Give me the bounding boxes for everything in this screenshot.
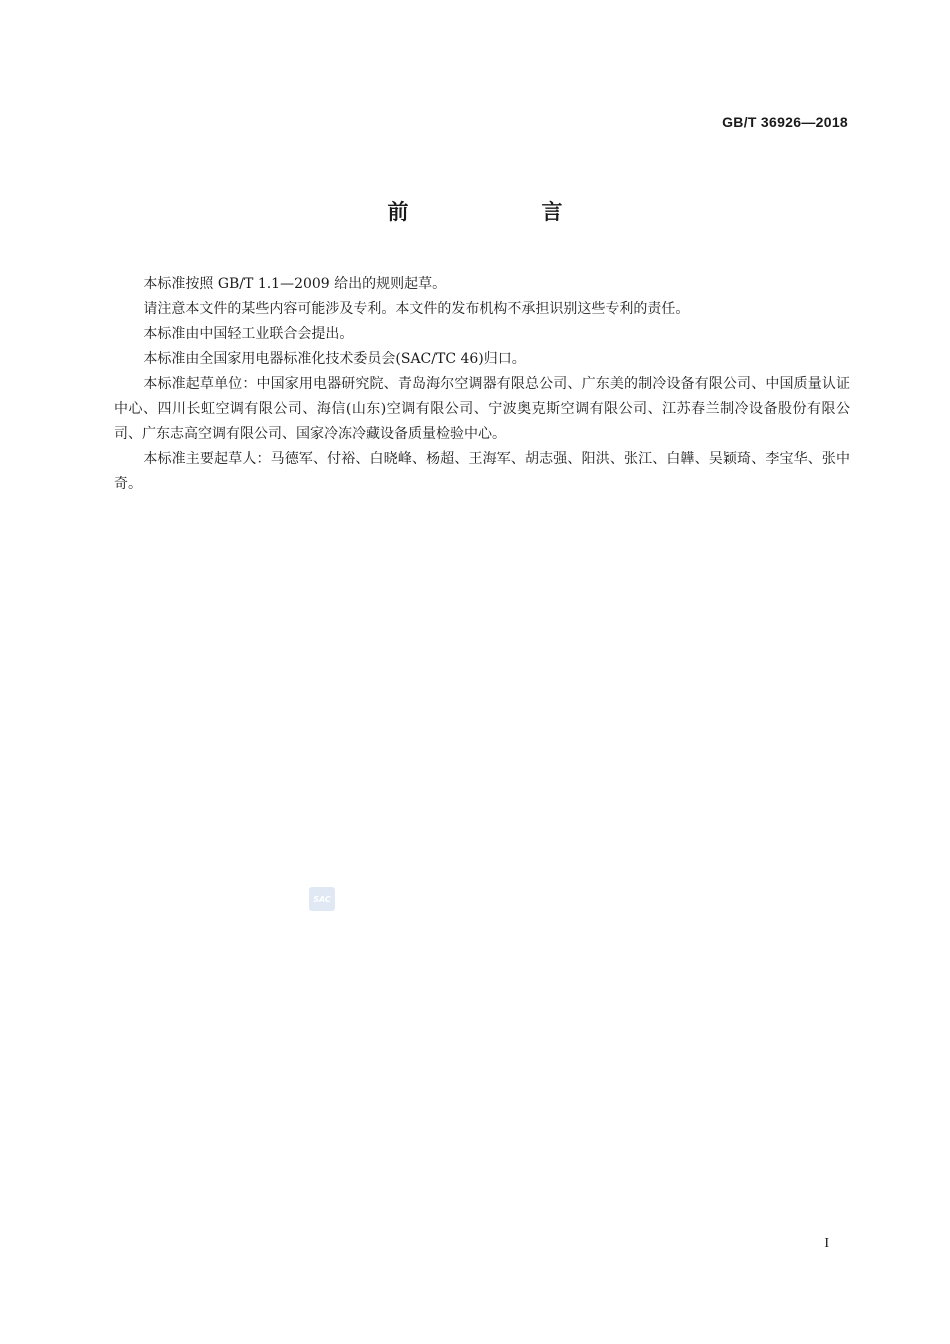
- paragraph-drafting-rules: 本标准按照 GB/T 1.1—2009 给出的规则起草。: [143, 276, 447, 292]
- paragraph-proposer: 本标准由中国轻工业联合会提出。: [143, 326, 354, 342]
- paragraph-patent-notice: 请注意本文件的某些内容可能涉及专利。本文件的发布机构不承担识别这些专利的责任。: [143, 301, 690, 317]
- paragraph-drafters: 本标准主要起草人：马德军、付裕、白晓峰、杨超、王海军、胡志强、阳洪、张江、白韡、吴颖琦、李宝华、张中奇。: [114, 451, 850, 492]
- watermark-text: SAC: [313, 894, 331, 904]
- page-number: I: [824, 1236, 829, 1251]
- sac-watermark-logo: [309, 887, 335, 911]
- paragraph-committee: 本标准由全国家用电器标准化技术委员会(SAC/TC 46)归口。: [143, 351, 526, 367]
- foreword-body: [114, 272, 850, 497]
- page-title: 前 言: [387, 200, 619, 224]
- paragraph-drafting-units: 本标准起草单位：中国家用电器研究院、青岛海尔空调器有限总公司、广东美的制冷设备有限公司、中国质量认证中心、四川长虹空调有限公司、海信(山东)空调有限公司、宁波奥克斯空调有限公司、江苏春兰制冷设备股份有限公司、广东志高空调有限公司、国家冷冻冷藏设备质量检验中心。: [114, 376, 850, 442]
- standard-code: GB/T 36926—2018: [722, 114, 848, 130]
